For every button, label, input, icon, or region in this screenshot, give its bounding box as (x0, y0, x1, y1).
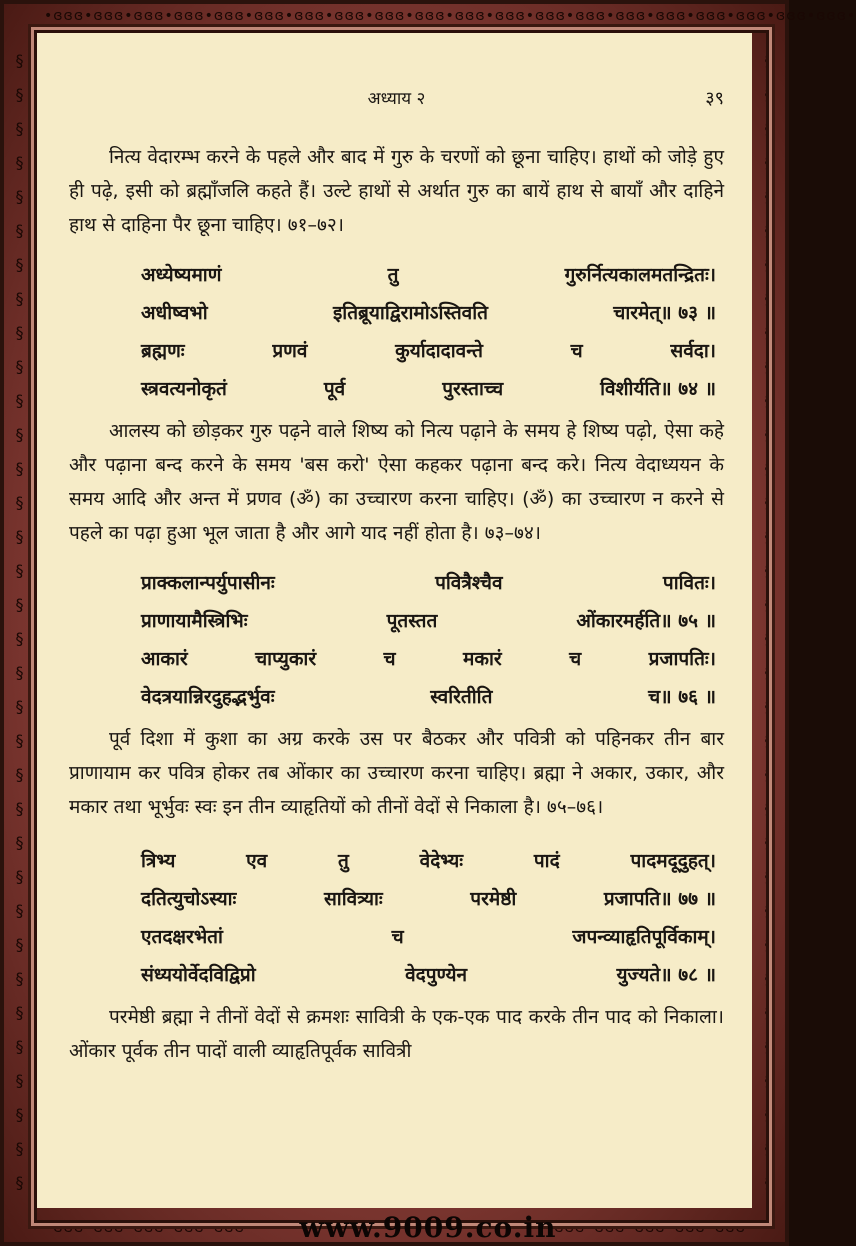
book-page (37, 33, 752, 1208)
verse-word: आकारं (141, 648, 188, 670)
verse-word: प्राणायामैस्त्रिभिः (141, 610, 248, 632)
verse-word: पूर्व (323, 378, 346, 400)
verse-line (141, 294, 716, 332)
verse-word: वेदेभ्यः (419, 850, 464, 872)
frame-ornament-left: § § § § § § § § § § § § § § § § § § § § § § § § § § § § § § § § § § (15, 51, 25, 1192)
sanskrit-verse (69, 842, 724, 994)
verse-word: प्राक्कलान्पर्युपासीनः (141, 572, 275, 594)
verse-line (141, 918, 716, 956)
verse-word: प्रजापति॥ ७७ ॥ (603, 888, 716, 910)
commentary-paragraph: पूर्व दिशा में कुशा का अग्र करके उस पर बैठकर और पवित्री को पहिनकर तीन बार प्राणायाम कर पवित्र होकर तब ओंकार का उच्चारण करना चाहिए। ब्रह्मा ने अकार, उकार, और मकार तथा भूर्भुवः स्वः इन तीन व्याहृतियों को तीनों वेदों से निकाला है। ७५–७६। (69, 728, 724, 818)
verse-word: चारमेत्॥ ७३ ॥ (613, 302, 716, 324)
verse-word: त्रिभ्य (141, 850, 176, 872)
verse-word: संध्ययोर्वेदविद्विप्रो (141, 964, 256, 986)
verse-word: च (391, 926, 404, 948)
verse-word: ओंकारमर्हति॥ ७५ ॥ (576, 610, 716, 632)
frame-ornament-bottom-left: •ɞɞɞ•ɞɞɞ•ɞɞɞ•ɞɞɞ•ɞɞɞ• (44, 1220, 254, 1236)
commentary-paragraph: आलस्य को छोड़कर गुरु पढ़ने वाले शिष्य को नित्य पढ़ाने के समय हे शिष्य पढ़ो, ऐसा कहे और पढ़ाना बन्द करने के समय 'बस करो' ऐसा कहकर पढ़ाना बन्द करे। नित्य वेदाध्ययन के समय आदि और अन्त में प्रणव (ॐ) का उच्चारण करना चाहिए। (ॐ) का उच्चारण न करने से पहले का पढ़ा हुआ भूल जाता है और आगे याद नहीं होता है। ७३–७४। (69, 420, 724, 544)
verse-word: चाप्युकारं (255, 648, 317, 670)
verse-word: वेदत्रयान्निरदुहद्भर्भुवः (141, 686, 275, 708)
verse-word: विशीर्यति॥ ७४ ॥ (600, 378, 716, 400)
frame-ornament-top: •ɞɞɞ•ɞɞɞ•ɞɞɞ•ɞɞɞ•ɞɞɞ•ɞɞɞ•ɞɞɞ•ɞɞɞ•ɞɞɞ•ɞɞɞ•ɞɞɞ•ɞɞɞ•ɞɞɞ•ɞɞɞ•ɞɞɞ•ɞɞɞ•ɞɞɞ•ɞɞɞ•ɞɞɞ•ɞɞɞ• (44, 8, 856, 24)
verse-word: मकारं (463, 648, 502, 670)
verse-line (141, 842, 716, 880)
verse-word: पादं (533, 850, 560, 872)
verse-word: गुरुर्नित्यकालमतन्द्रितः। (564, 264, 716, 286)
verse-line (141, 256, 716, 294)
sanskrit-verse (69, 564, 724, 716)
commentary-paragraph: नित्य वेदारम्भ करने के पहले और बाद में गुरु के चरणों को छूना चाहिए। हाथों को जोड़े हुए ही पढ़े, इसी को ब्रह्माँजलि कहते हैं। उल्टे हाथों से अर्थात गुरु का बायें हाथ से बायाँ और दाहिने हाथ से दाहिना पैर छूना चाहिए। ७१–७२। (69, 146, 724, 236)
verse-word: जपन्व्याहृतिपूर्विकाम्। (572, 926, 716, 948)
verse-word: पादमदूदुहत्। (630, 850, 716, 872)
verse-word: प्रजापतिः। (648, 648, 716, 670)
verse-word: युज्यते॥ ७८ ॥ (616, 964, 716, 986)
verse-word: पूतस्तत (386, 610, 438, 632)
sanskrit-verse (69, 256, 724, 408)
verse-line (141, 956, 716, 994)
page-content (69, 140, 724, 1068)
frame-ornament-bottom-right: •ɞɞɞ•ɞɞɞ•ɞɞɞ•ɞɞɞ•ɞɞɞ• (545, 1220, 755, 1236)
verse-word: पुरस्ताच्च (442, 378, 504, 400)
verse-word: अधीष्वभो (141, 302, 208, 324)
verse-word: सर्वदा। (670, 340, 716, 362)
verse-word: पवित्रैश्चैव (435, 572, 503, 594)
verse-word: प्रणवं (272, 340, 308, 362)
verse-word: परमेष्ठी (470, 888, 517, 910)
verse-line (141, 640, 716, 678)
verse-word: सावित्र्याः (323, 888, 383, 910)
verse-line (141, 678, 716, 716)
site-watermark: www.9009.co.in (299, 1211, 557, 1244)
verse-word: एतदक्षरभेतां (141, 926, 223, 948)
verse-word: इतिब्रूयाद्विरामोऽस्तिवति (332, 302, 488, 324)
verse-word: एव (246, 850, 268, 872)
verse-word: च (383, 648, 396, 670)
verse-line (141, 370, 716, 408)
verse-word: दतित्युचोऽस्याः (141, 888, 237, 910)
verse-word: स्त्रवत्यनोकृतं (141, 378, 227, 400)
verse-word: ब्रह्मणः (141, 340, 185, 362)
verse-word: च (569, 648, 582, 670)
page-number: ३९ (705, 88, 724, 109)
frame-ornament-right: § § § § § § § § § § § § § § § § § § § § § § § § § § § § § § § § § § (764, 51, 774, 1192)
verse-word: च (570, 340, 583, 362)
verse-word: तु (338, 850, 349, 872)
page-header (69, 33, 724, 109)
verse-word: पावितः। (662, 572, 716, 594)
verse-word: वेदपुण्येन (405, 964, 468, 986)
chapter-heading: अध्याय २ (367, 89, 426, 109)
verse-word: तु (387, 264, 399, 286)
verse-word: च॥ ७६ ॥ (648, 686, 716, 708)
commentary-paragraph: परमेष्ठी ब्रह्मा ने तीनों वेदों से क्रमशः सावित्री के एक-एक पाद करके तीन पाद को निकाला। ओंकार पूर्वक तीन पादों वाली व्याहृतिपूर्वक सावित्री (69, 1006, 724, 1062)
verse-line (141, 602, 716, 640)
verse-word: स्वरितीति (430, 686, 493, 708)
verse-line (141, 880, 716, 918)
verse-line (141, 332, 716, 370)
verse-word: अध्येष्यमाणं (141, 264, 222, 286)
verse-line (141, 564, 716, 602)
verse-word: कुर्यादादावन्ते (395, 340, 483, 362)
